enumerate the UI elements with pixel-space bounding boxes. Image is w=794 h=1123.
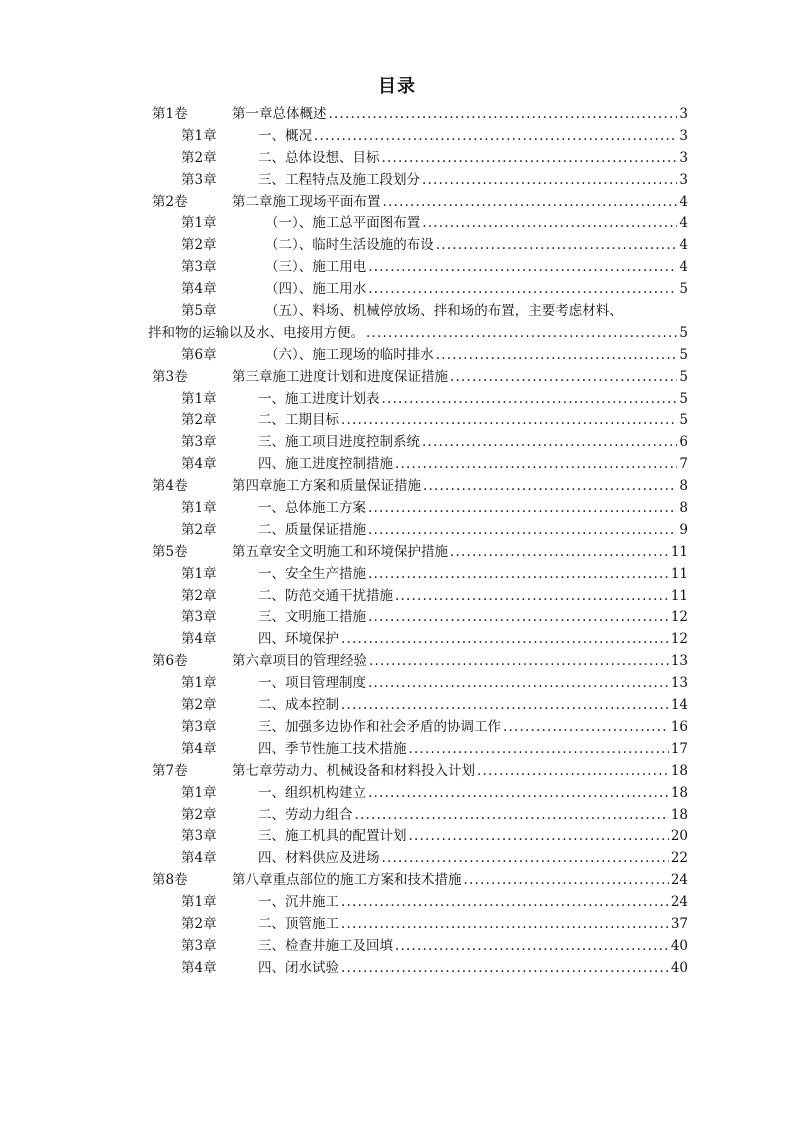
toc-entry-chapter[interactable] <box>148 783 688 805</box>
toc-entry-page: 3 <box>679 106 688 122</box>
toc-entry-title: 二、质量保证措施 <box>258 521 366 538</box>
toc-entry-number: 第1章 <box>181 565 217 582</box>
toc-entry-volume[interactable] <box>148 104 688 126</box>
toc-entry-title: 三、文明施工措施 <box>258 609 366 626</box>
toc-dot-leader <box>422 432 677 454</box>
toc-entry-title: （五）、料场、机械停放场、拌和场的布置，主要考虑材料、 <box>265 303 623 320</box>
toc-entry-page: 11 <box>670 543 688 560</box>
toc-entry-chapter[interactable] <box>148 586 688 608</box>
toc-entry-title: 第四章施工方案和质量保证措施 <box>232 478 421 495</box>
toc-dot-leader <box>395 936 669 958</box>
toc-entry-page: 40 <box>670 937 688 954</box>
toc-entry-title: 第三章施工进度计划和进度保证措施 <box>232 368 448 385</box>
toc-entry-number: 第2章 <box>181 915 217 932</box>
toc-dot-leader <box>409 739 669 761</box>
toc-dot-leader <box>355 805 669 827</box>
toc-entry-page: 18 <box>670 806 688 823</box>
toc-entry-page: 11 <box>670 565 688 582</box>
toc-entry-title: 二、顶管施工 <box>258 915 339 932</box>
toc-entry-chapter[interactable] <box>148 432 688 454</box>
toc-entry-page: 37 <box>670 915 688 932</box>
toc-entry-page: 12 <box>670 609 688 626</box>
toc-entry-number: 第4章 <box>181 959 217 976</box>
toc-entry-title: 一、施工进度计划表 <box>258 390 380 407</box>
toc-dot-leader <box>422 170 677 192</box>
toc-entry-title: （三）、施工用电 <box>265 259 367 276</box>
toc-entry-title: 四、季节性施工技术措施 <box>258 740 407 757</box>
toc-entry-chapter[interactable] <box>148 410 688 432</box>
toc-entry-chapter[interactable] <box>148 848 688 870</box>
toc-entry-page: 14 <box>670 697 688 714</box>
toc-entry-volume[interactable] <box>148 651 688 673</box>
toc-dot-leader <box>341 629 669 651</box>
toc-entry-chapter[interactable] <box>148 958 688 980</box>
toc-entry-page: 4 <box>679 193 688 210</box>
toc-entry-page: 13 <box>670 675 688 692</box>
toc-entry-page: 8 <box>679 478 688 495</box>
toc-entry-number: 第1章 <box>181 500 217 517</box>
toc-dot-leader <box>368 673 669 695</box>
toc-entry-title: 第六章项目的管理经验 <box>232 653 367 670</box>
toc-entry-title: 第七章劳动力、机械设备和材料投入计划 <box>232 762 475 779</box>
toc-dot-leader <box>382 389 678 411</box>
toc-entry-page: 24 <box>670 894 688 911</box>
toc-entry-chapter[interactable] <box>148 564 688 586</box>
toc-entry-chapter[interactable] <box>148 257 688 279</box>
toc-entry-chapter[interactable] <box>148 454 688 476</box>
toc-dot-leader <box>382 148 678 170</box>
toc-entry-title: 一、组织机构建立 <box>258 784 366 801</box>
toc-entry-number: 第5卷 <box>152 543 188 560</box>
toc-entry-chapter[interactable] <box>148 892 688 914</box>
toc-entry-number: 第1章 <box>181 894 217 911</box>
toc-dot-leader <box>464 870 669 892</box>
toc-entry-title: 三、施工机具的配置计划 <box>258 828 407 845</box>
toc-entry-title: 一、概况 <box>258 127 312 144</box>
toc-entry-number: 第8卷 <box>152 872 188 889</box>
toc-entry-title: （二）、临时生活设施的布设 <box>265 237 434 254</box>
toc-dot-leader <box>314 126 677 148</box>
toc-dot-leader <box>436 235 678 257</box>
toc-dot-leader <box>395 454 677 476</box>
toc-entry-number: 第5章 <box>181 303 217 320</box>
toc-entry-volume[interactable] <box>148 870 688 892</box>
toc-entry-number: 第4章 <box>181 850 217 867</box>
toc-entry-title: （四）、施工用水 <box>265 281 367 298</box>
toc-entry-title: 三、工程特点及施工段划分 <box>258 171 420 188</box>
toc-entry-chapter[interactable] <box>148 717 688 739</box>
toc-entry-page: 18 <box>670 784 688 801</box>
toc-entry-title: 二、防范交通干扰措施 <box>258 587 393 604</box>
toc-dot-leader <box>477 761 669 783</box>
toc-entry-number: 第3章 <box>181 937 217 954</box>
toc-entry-page: 4 <box>679 215 688 232</box>
toc-entry-number: 第1卷 <box>152 106 188 122</box>
toc-dot-leader <box>382 848 669 870</box>
toc-entry-chapter[interactable] <box>148 301 688 345</box>
toc-dot-leader <box>368 783 669 805</box>
toc-entry-volume[interactable] <box>148 761 688 783</box>
toc-entry-number: 第4章 <box>181 456 217 473</box>
toc-entry-chapter[interactable] <box>148 914 688 936</box>
toc-entry-number: 第2卷 <box>152 193 188 210</box>
toc-entry-title: 三、加强多边协作和社会矛盾的协调工作 <box>258 718 501 735</box>
toc-entry-title: 二、劳动力组合 <box>258 806 353 823</box>
toc-dot-leader <box>436 345 678 367</box>
toc-entry-title: 一、项目管理制度 <box>258 675 366 692</box>
toc-entry-chapter[interactable] <box>148 235 688 257</box>
toc-entry-number: 第1章 <box>181 390 217 407</box>
toc-dot-leader <box>368 520 677 542</box>
toc-entry-page: 24 <box>670 872 688 889</box>
toc-entry-chapter[interactable] <box>148 936 688 958</box>
toc-entry-title: 二、总体设想、目标 <box>258 149 380 166</box>
toc-entry-number: 第3卷 <box>152 368 188 385</box>
toc-entry-title: 三、检查井施工及回填 <box>258 937 393 954</box>
toc-entry-page: 4 <box>679 259 688 276</box>
toc-entry-page: 5 <box>679 412 688 429</box>
toc-entry-chapter[interactable] <box>148 213 688 235</box>
toc-entry-number: 第2章 <box>181 806 217 823</box>
toc-entry-page: 6 <box>679 434 688 451</box>
toc-entry-title: 四、材料供应及进场 <box>258 850 380 867</box>
toc-entry-chapter[interactable] <box>148 629 688 651</box>
toc-dot-leader <box>503 717 669 739</box>
toc-entry-chapter[interactable] <box>148 498 688 520</box>
toc-entry-chapter[interactable] <box>148 826 688 848</box>
toc-entry-number: 第6卷 <box>152 653 188 670</box>
toc-dot-leader <box>368 498 677 520</box>
toc-entry-volume[interactable] <box>148 542 688 564</box>
toc-entry-number: 第3章 <box>181 259 217 276</box>
toc-entry-title: 第八章重点部位的施工方案和技术措施 <box>232 872 462 889</box>
toc-entry-number: 第2章 <box>181 587 217 604</box>
toc-entry-volume[interactable] <box>148 192 688 214</box>
toc-entry-number: 第2章 <box>181 521 217 538</box>
toc-entry-title-continued: 拌和物的运输以及水、电接用方便。 <box>148 324 364 341</box>
toc-dot-leader <box>341 410 677 432</box>
toc-entry-title: 第二章施工现场平面布置 <box>232 193 381 210</box>
toc-entry-page: 5 <box>679 281 688 298</box>
toc-entry-number: 第2章 <box>181 697 217 714</box>
toc-entry-volume[interactable] <box>148 476 688 498</box>
toc-entry-number: 第4章 <box>181 281 217 298</box>
toc-entry-chapter[interactable] <box>148 345 688 367</box>
toc-dot-leader <box>341 958 669 980</box>
toc-entry-chapter[interactable] <box>148 279 688 301</box>
toc-entry-number: 第2章 <box>181 237 217 254</box>
toc-entry-number: 第4章 <box>181 631 217 648</box>
toc-entry-title: 四、施工进度控制措施 <box>258 456 393 473</box>
toc-entry-volume[interactable] <box>148 367 688 389</box>
toc-entry-number: 第2章 <box>181 149 217 166</box>
toc-entry-title: 一、安全生产措施 <box>258 565 366 582</box>
page-title: 目录 <box>378 76 416 97</box>
toc-entry-number: 第1章 <box>181 215 217 232</box>
toc-dot-leader <box>341 892 669 914</box>
toc-entry-number: 第1章 <box>181 784 217 801</box>
table-of-contents <box>148 104 688 980</box>
toc-entry-title: 一、总体施工方案 <box>258 500 366 517</box>
toc-entry-title: 四、环境保护 <box>258 631 339 648</box>
toc-entry-chapter[interactable] <box>148 805 688 827</box>
toc-entry-page: 7 <box>679 456 688 473</box>
toc-entry-number: 第3章 <box>181 828 217 845</box>
toc-dot-leader <box>369 651 669 673</box>
toc-entry-title: 第一章总体概述 <box>232 106 327 122</box>
toc-entry-page: 13 <box>670 653 688 670</box>
toc-entry-title: 二、成本控制 <box>258 697 339 714</box>
toc-entry-number: 第1章 <box>181 675 217 692</box>
toc-entry-title: 二、工期目标 <box>258 412 339 429</box>
toc-entry-page: 12 <box>670 631 688 648</box>
toc-dot-leader <box>450 542 669 564</box>
toc-entry-chapter[interactable] <box>148 695 688 717</box>
toc-entry-number: 第2章 <box>181 412 217 429</box>
toc-dot-leader <box>395 586 669 608</box>
toc-entry-title: 四、闭水试验 <box>258 959 339 976</box>
toc-entry-page: 9 <box>679 521 688 538</box>
toc-dot-leader <box>368 257 677 279</box>
toc-dot-leader <box>368 607 669 629</box>
toc-entry-chapter[interactable] <box>148 739 688 761</box>
toc-entry-page: 5 <box>679 324 688 341</box>
toc-dot-leader <box>329 104 678 126</box>
toc-entry-number: 第3章 <box>181 434 217 451</box>
toc-entry-number: 第3章 <box>181 718 217 735</box>
toc-entry-number: 第3章 <box>181 609 217 626</box>
toc-entry-page: 5 <box>679 346 688 363</box>
toc-entry-title: （一）、施工总平面图布置 <box>265 215 421 232</box>
toc-dot-leader <box>368 279 677 301</box>
toc-entry-page: 3 <box>679 171 688 188</box>
toc-entry-chapter[interactable] <box>148 389 688 411</box>
toc-dot-leader <box>450 367 677 389</box>
toc-dot-leader <box>341 695 669 717</box>
toc-entry-page: 17 <box>670 740 688 757</box>
toc-dot-leader <box>383 192 678 214</box>
toc-entry-page: 8 <box>679 500 688 517</box>
toc-entry-chapter[interactable] <box>148 170 688 192</box>
toc-entry-page: 18 <box>670 762 688 779</box>
toc-entry-page: 16 <box>670 718 688 735</box>
toc-entry-chapter[interactable] <box>148 520 688 542</box>
toc-dot-leader <box>409 826 669 848</box>
toc-entry-page: 20 <box>670 828 688 845</box>
toc-entry-page: 22 <box>670 850 688 867</box>
toc-dot-leader <box>368 564 669 586</box>
toc-entry-number: 第1章 <box>181 127 217 144</box>
toc-entry-page: 5 <box>679 368 688 385</box>
toc-entry-chapter[interactable] <box>148 148 688 170</box>
toc-entry-page: 5 <box>679 390 688 407</box>
toc-entry-title: （六）、施工现场的临时排水 <box>265 346 434 363</box>
toc-entry-page: 4 <box>679 237 688 254</box>
toc-entry-title: 第五章安全文明施工和环境保护措施 <box>232 543 448 560</box>
toc-entry-title: 三、施工项目进度控制系统 <box>258 434 420 451</box>
toc-entry-number: 第6章 <box>181 346 217 363</box>
toc-entry-number: 第4卷 <box>152 478 188 495</box>
toc-entry-chapter[interactable] <box>148 126 688 148</box>
toc-dot-leader <box>423 476 677 498</box>
toc-entry-page: 11 <box>670 587 688 604</box>
toc-entry-number: 第3章 <box>181 171 217 188</box>
toc-entry-number: 第7卷 <box>152 762 188 779</box>
toc-dot-leader <box>366 323 677 345</box>
toc-entry-page: 3 <box>679 127 688 144</box>
toc-entry-page: 40 <box>670 959 688 976</box>
toc-dot-leader <box>422 213 677 235</box>
toc-entry-chapter[interactable] <box>148 673 688 695</box>
toc-entry-page: 3 <box>679 149 688 166</box>
toc-dot-leader <box>341 914 669 936</box>
toc-entry-chapter[interactable] <box>148 607 688 629</box>
toc-entry-number: 第4章 <box>181 740 217 757</box>
toc-entry-title: 一、沉井施工 <box>258 894 339 911</box>
